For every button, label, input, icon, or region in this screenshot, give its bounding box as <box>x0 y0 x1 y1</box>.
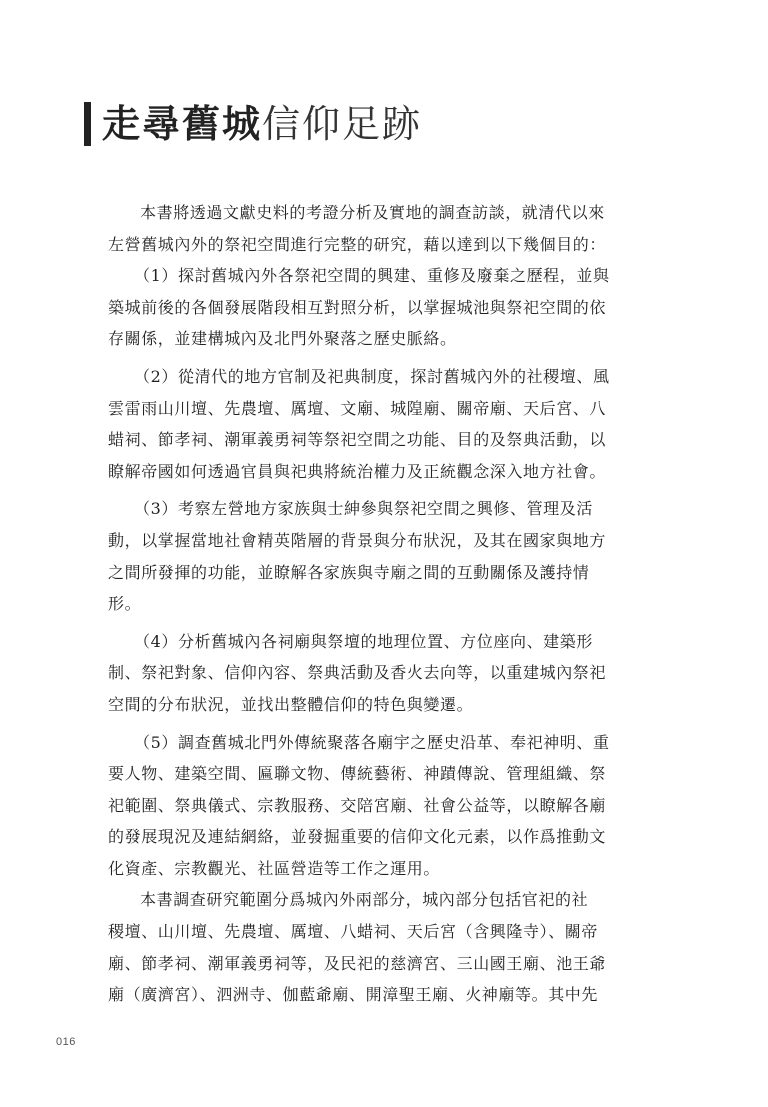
title-bold: 走尋舊城 <box>102 102 263 146</box>
text-line: 廟、節孝祠、潮軍義勇祠等，及民祀的慈濟宮、三山國王廟、池王爺 <box>108 953 607 973</box>
text-line: 築城前後的各個發展階段相互對照分析，以掌握城池與祭祀空間的依 <box>108 297 607 317</box>
text-line: 存關係，並建構城內及北門外聚落之歷史脈絡。 <box>108 329 457 349</box>
text-line: 稷壇、山川壇、先農壇、厲壇、八蜡祠、天后宮（含興隆寺）、關帝 <box>108 922 599 942</box>
text-line: 瞭解帝國如何透過官員與祀典將統治權力及正統觀念深入地方社會。 <box>108 461 607 481</box>
text-line: 之間所發揮的功能，並瞭解各家族與寺廟之間的互動關係及護持情 <box>108 562 590 582</box>
title-light: 信仰足跡 <box>262 102 423 146</box>
text-line: （3）考察左營地方家族與士紳參與祭祀空間之興修、管理及活 <box>134 499 593 519</box>
text-line: 祀範圍、祭典儀式、宗教服務、交陪宮廟、社會公益等，以瞭解各廟 <box>108 795 607 815</box>
text-line: 形。 <box>108 594 142 614</box>
text-line: 空間的分布狀況，並找出整體信仰的特色與變遷。 <box>108 694 474 714</box>
paragraph <box>108 493 652 619</box>
text-line: 化資產、宗教觀光、社區營造等工作之運用。 <box>108 858 441 878</box>
text-line: （2）從清代的地方官制及祀典制度，探討舊城內外的社稷壇、風 <box>134 366 610 386</box>
paragraph <box>108 727 652 885</box>
text-line: 本書調查研究範圍分爲城內外兩部分，城內部分包括官祀的社 <box>140 890 589 910</box>
text-line: （5）調查舊城北門外傳統聚落各廟宇之歷史沿革、奉祀神明、重 <box>134 732 610 752</box>
text-line: 雲雷雨山川壇、先農壇、厲壇、文廟、城隍廟、關帝廟、天后宮、八 <box>108 398 607 418</box>
text-line: 的發展現況及連結網絡，並發掘重要的信仰文化元素，以作爲推動文 <box>108 827 607 847</box>
page-number: 016 <box>56 1036 76 1048</box>
paragraph <box>108 361 652 487</box>
text-line: 左營舊城內外的祭祀空間進行完整的研究，藉以達到以下幾個目的： <box>108 234 607 254</box>
text-line: 制、祭祀對象、信仰內容、祭典活動及香火去向等，以重建城內祭祀 <box>108 663 607 683</box>
text-line: 蜡祠、節孝祠、潮軍義勇祠等祭祀空間之功能、目的及祭典活動，以 <box>108 430 607 450</box>
text-line: 本書將透過文獻史料的考證分析及實地的調查訪談，就清代以來 <box>140 203 605 222</box>
text-line: 要人物、建築空間、匾聯文物、傳統藝術、神蹟傳說、管理組織、祭 <box>108 764 607 784</box>
body-text <box>108 197 652 1011</box>
paragraph <box>108 197 652 260</box>
title-accent-bar <box>84 102 91 146</box>
paragraph <box>108 260 652 355</box>
paragraph <box>108 626 652 721</box>
page-title <box>102 98 422 150</box>
paragraph <box>108 884 652 1010</box>
text-line: （4）分析舊城內各祠廟與祭壇的地理位置、方位座向、建築形 <box>134 631 593 651</box>
text-line: 廟（廣濟宮）、泗洲寺、伽藍爺廟、開漳聖王廟、火神廟等。其中先 <box>108 985 599 1005</box>
text-line: 動，以掌握當地社會精英階層的背景與分布狀況，及其在國家與地方 <box>108 530 607 550</box>
text-line: （1）探討舊城內外各祭祀空間的興建、重修及廢棄之歷程，並與 <box>134 266 610 286</box>
